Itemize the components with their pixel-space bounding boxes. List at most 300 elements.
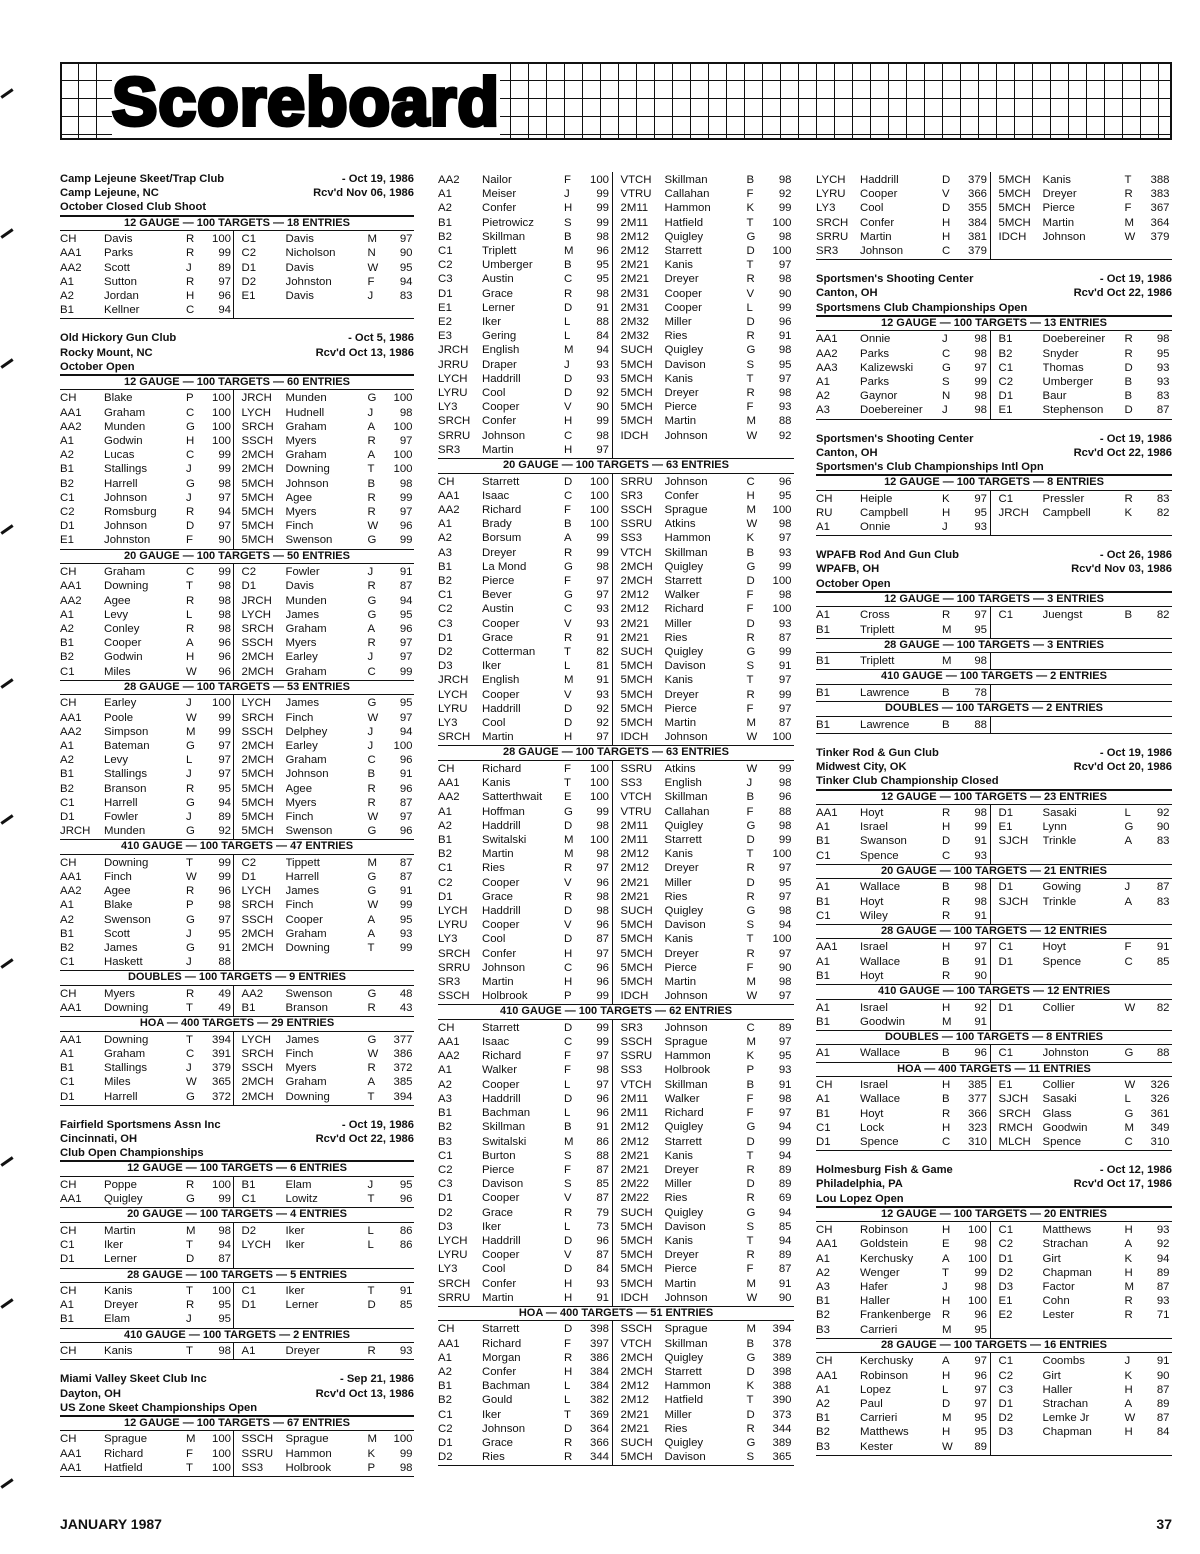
score: 98 [778, 174, 792, 186]
initial: C [564, 489, 573, 502]
shooter-name: Sutton [104, 275, 137, 288]
shooter-name: Miller [664, 1178, 692, 1191]
result-row [438, 1106, 612, 1120]
result-row [242, 477, 415, 491]
result-row [621, 343, 795, 357]
score: 97 [218, 754, 231, 767]
event-header: 12 GAUGE — 100 TARGETS — 20 ENTRIES [816, 1208, 1172, 1223]
initial: G [186, 796, 195, 809]
club-info: Dayton, OH [60, 1387, 121, 1400]
shooter-name: Factor [1042, 1281, 1075, 1294]
score: 95 [399, 261, 413, 274]
shooter-name: Confer [482, 415, 517, 428]
result-row [438, 1422, 612, 1436]
results-left [60, 1032, 233, 1105]
result-row [816, 1252, 990, 1266]
class-code: D1 [998, 1001, 1014, 1014]
result-row [60, 767, 233, 781]
class-code: C2 [438, 1422, 453, 1435]
shooter-name: Conley [104, 622, 140, 635]
score: 364 [1150, 216, 1170, 229]
class-code: D1 [241, 580, 257, 593]
initial: F [746, 1263, 754, 1276]
shooter-name: Iker [285, 1224, 305, 1237]
class-code: D3 [438, 1220, 453, 1233]
result-row [438, 244, 612, 258]
score: 90 [218, 534, 231, 547]
shooter-name: Cooper [482, 688, 520, 701]
result-row [621, 187, 795, 201]
results-left [60, 855, 233, 971]
shooter-name: Walker [664, 589, 700, 602]
shooter-name: Downing [285, 942, 330, 955]
shooter-name: Grace [482, 1206, 514, 1219]
shooter-name: Iker [285, 1285, 305, 1297]
result-row [242, 636, 415, 650]
class-code: C3 [438, 273, 453, 286]
class-code: VTCH [620, 1078, 652, 1091]
results-left [60, 1283, 233, 1328]
result-row [242, 870, 415, 884]
initial: F [746, 805, 754, 818]
score: 99 [218, 856, 231, 869]
class-code: A1 [438, 1351, 452, 1364]
score: 99 [596, 1021, 609, 1034]
score: 96 [596, 1234, 609, 1247]
shooter-name: Nicholson [285, 247, 336, 260]
initial: K [1124, 1252, 1133, 1265]
score: 90 [1156, 821, 1170, 834]
score: 365 [772, 1451, 792, 1464]
shooter-name: Martin [664, 717, 697, 730]
initial: M [367, 1433, 377, 1446]
result-row [60, 579, 233, 593]
initial: J [942, 521, 948, 534]
class-code: D1 [438, 1437, 453, 1450]
initial: R [1124, 1309, 1133, 1322]
score: 98 [218, 477, 231, 490]
result-row [621, 688, 795, 702]
initial: B [367, 768, 376, 781]
shooter-name: Johnson [285, 768, 329, 781]
result-row [621, 230, 795, 244]
result-row [816, 1440, 990, 1454]
initial: R [746, 890, 755, 903]
score: 100 [393, 463, 413, 476]
initial: C [186, 1048, 195, 1061]
initial: D [186, 520, 195, 533]
score: 95 [218, 927, 231, 940]
shooter-name: Agee [285, 491, 313, 504]
shooter-name: Dreyer [664, 387, 699, 400]
score: 98 [596, 230, 609, 243]
score: 97 [778, 890, 792, 903]
score: 83 [1156, 835, 1170, 848]
result-row [60, 246, 233, 260]
shooter-name: Dreyer [104, 1299, 139, 1312]
class-code: D1 [438, 1192, 453, 1205]
initial: D [942, 1398, 951, 1410]
shooter-name: Cooper [482, 1192, 520, 1205]
initial: W [1124, 1079, 1136, 1092]
margin-mark [0, 958, 13, 968]
initial: G [746, 230, 756, 243]
club-date: Rcv'd Oct 22, 1986 [1073, 446, 1172, 459]
shooter-name: Skillman [664, 174, 708, 186]
initial: J [186, 956, 192, 969]
result-row [816, 1078, 990, 1092]
shooter-name: Dreyer [482, 546, 517, 559]
result-row [60, 565, 233, 579]
score: 89 [778, 1249, 792, 1262]
score: 90 [974, 969, 987, 982]
class-code: C1 [998, 1355, 1014, 1368]
initial: D [564, 1092, 573, 1105]
initial: A [942, 1355, 950, 1368]
results-right [233, 855, 415, 971]
club-header [816, 432, 1172, 477]
initial: J [186, 927, 192, 940]
score: 94 [218, 506, 231, 519]
initial: D [746, 1178, 755, 1191]
class-code: B2 [438, 848, 452, 861]
result-row [438, 1135, 612, 1149]
class-code: C2 [998, 1369, 1014, 1382]
results-block [816, 1000, 1172, 1031]
score: 99 [596, 415, 609, 428]
club-info: Tinker Club Championship Closed [816, 775, 999, 788]
class-code: LYCH [438, 688, 468, 701]
results-block [816, 1077, 1172, 1151]
score: 87 [399, 796, 413, 809]
result-row [60, 491, 233, 505]
score: 98 [596, 848, 609, 861]
score: 96 [218, 637, 231, 650]
class-code: C2 [438, 259, 453, 272]
initial: C [367, 754, 376, 767]
shooter-name: James [285, 608, 320, 621]
class-code: SSRU [620, 762, 653, 775]
shooter-name: Bever [482, 589, 512, 602]
shooter-name: Kanis [104, 1285, 133, 1297]
class-code: 2M11 [620, 1107, 649, 1120]
shooter-name: Iker [104, 1239, 123, 1252]
result-row [999, 806, 1173, 820]
result-row [242, 1192, 415, 1206]
initial: A [564, 532, 572, 545]
initial: J [564, 358, 570, 371]
results-left [60, 231, 233, 318]
result-row [438, 301, 612, 315]
shooter-name: Swenson [104, 913, 151, 926]
shooter-name: Starrett [482, 1323, 520, 1336]
score: 88 [1156, 1047, 1170, 1060]
initial: R [367, 782, 376, 795]
initial: W [367, 711, 379, 724]
club-info: Club Open Championships [60, 1147, 204, 1160]
shooter-name: Quigley [104, 1193, 143, 1206]
initial: M [942, 1412, 952, 1425]
initial: B [1124, 375, 1133, 388]
result-row [999, 403, 1173, 417]
class-code: C1 [241, 1285, 257, 1297]
class-code: 2M11 [620, 1092, 649, 1105]
result-row [621, 947, 795, 961]
class-code: A2 [60, 913, 74, 926]
shooter-name: Atkins [664, 762, 696, 775]
margin-mark [0, 814, 13, 824]
result-row [999, 1308, 1173, 1322]
score: 100 [211, 420, 231, 433]
result-row [999, 1223, 1173, 1237]
class-code: LYCH [241, 885, 272, 898]
class-code: 2MCH [620, 1351, 653, 1364]
results-left [60, 1177, 233, 1207]
class-code: SRRU [438, 429, 471, 442]
shooter-name: Doebereiner [1042, 333, 1106, 346]
result-row [60, 987, 233, 1001]
score: 372 [393, 1062, 413, 1075]
class-code: VTCH [620, 546, 652, 559]
class-code: AA1 [816, 941, 838, 954]
shooter-name: Confer [482, 1366, 517, 1379]
initial: D [186, 1253, 195, 1266]
result-row [438, 1379, 612, 1393]
shooter-name: Haddrill [482, 372, 521, 385]
class-code: AA1 [438, 489, 460, 502]
result-row [242, 696, 415, 710]
initial: B [367, 477, 376, 490]
score: 94 [596, 344, 609, 357]
score: 97 [974, 361, 987, 374]
initial: G [746, 819, 756, 832]
class-code: 5MCH [241, 534, 274, 547]
score: 48 [399, 987, 413, 1000]
score: 100 [393, 1433, 413, 1446]
score: 91 [596, 1291, 609, 1304]
class-code: LYRU [438, 1249, 468, 1262]
score: 87 [778, 1263, 792, 1276]
score: 89 [1156, 1266, 1170, 1279]
class-code: C3 [438, 617, 453, 630]
shooter-name: Blake [104, 392, 133, 405]
class-code: E2 [438, 316, 452, 329]
score: 93 [1156, 1224, 1170, 1237]
class-code: CH [438, 762, 455, 775]
shooter-name: Martin [1042, 216, 1075, 229]
shooter-name: Triplett [482, 245, 517, 258]
initial: T [367, 1193, 375, 1206]
score: 95 [399, 913, 413, 926]
shooter-name: Martin [482, 731, 514, 744]
shooter-name: English [482, 674, 520, 687]
shooter-name: Davis [104, 233, 133, 246]
shooter-name: Ries [664, 330, 688, 343]
initial: H [746, 489, 755, 502]
class-code: B1 [241, 1002, 256, 1015]
result-row [242, 927, 415, 941]
initial: T [186, 1002, 193, 1015]
class-code: JRCH [998, 506, 1029, 519]
result-row [438, 475, 612, 489]
shooter-name: Holbrook [285, 1461, 332, 1474]
score: 98 [596, 890, 609, 903]
score: 87 [1156, 1412, 1170, 1425]
score: 95 [974, 1323, 987, 1336]
club-header-line [60, 360, 414, 376]
initial: R [564, 1351, 573, 1364]
result-row [999, 1252, 1173, 1266]
score: 98 [399, 406, 413, 419]
class-code: E1 [998, 1295, 1013, 1308]
shooter-name: Cooper [482, 1078, 520, 1091]
results-right [990, 939, 1173, 984]
shooter-name: Davis [285, 233, 314, 246]
initial: W [186, 1076, 197, 1089]
score: 366 [967, 1107, 987, 1120]
shooter-name: Finch [285, 810, 314, 823]
results-right [990, 805, 1173, 864]
initial: R [186, 233, 195, 246]
margin-mark [0, 1478, 13, 1488]
event-header: 12 GAUGE — 100 TARGETS — 23 ENTRIES [816, 791, 1172, 806]
initial: J [367, 739, 374, 752]
shooter-name: Graham [104, 566, 146, 579]
result-row [438, 1248, 612, 1262]
result-row [438, 1021, 612, 1035]
result-row [438, 890, 612, 904]
result-row [621, 961, 795, 975]
shooter-name: Kanis [482, 777, 511, 790]
class-code: 2M21 [620, 273, 649, 286]
class-code: C1 [60, 956, 75, 969]
results-block [438, 761, 794, 1005]
initial: R [746, 330, 755, 343]
score: 43 [399, 1002, 413, 1015]
shooter-name: Walker [482, 1064, 518, 1077]
club-info: Old Hickory Gun Club [60, 332, 177, 345]
score: 100 [211, 1285, 231, 1297]
event-header: 12 GAUGE — 100 TARGETS — 6 ENTRIES [60, 1162, 414, 1177]
shooter-name: Israel [860, 1079, 888, 1092]
event-header: DOUBLES — 100 TARGETS — 8 ENTRIES [816, 1031, 1172, 1046]
score: 96 [596, 919, 609, 932]
score: 389 [772, 1437, 792, 1450]
class-code: LYCH [241, 697, 272, 710]
club-info: October Open [816, 577, 891, 590]
shooter-name: Wallace [860, 1047, 901, 1060]
class-code: IDCH [620, 1291, 649, 1304]
shooter-name: Quigley [664, 819, 704, 832]
score: 88 [218, 956, 231, 969]
shooter-name: Hoffman [482, 805, 525, 818]
results-left [438, 1020, 612, 1306]
result-row [621, 201, 795, 215]
shooter-name: Iker [482, 1220, 501, 1233]
result-row [816, 1323, 990, 1337]
shooter-name: Munden [104, 825, 146, 838]
result-row [816, 216, 990, 230]
score: 96 [399, 825, 413, 838]
class-code: SR3 [620, 489, 643, 502]
initial: R [564, 631, 573, 644]
shooter-name: Davison [664, 1451, 706, 1464]
class-code: JRCH [60, 825, 91, 838]
score: 91 [399, 566, 413, 579]
class-code: SRCH [438, 731, 471, 744]
results-right [233, 390, 415, 548]
score: 98 [596, 1064, 609, 1077]
result-row [621, 1063, 795, 1077]
class-code: C1 [998, 941, 1014, 954]
result-row [621, 617, 795, 631]
shooter-name: Harrell [104, 1090, 138, 1103]
result-row [816, 1015, 990, 1029]
club-header-line [816, 774, 1172, 790]
results-block [816, 1222, 1172, 1339]
class-code: SS3 [620, 777, 643, 790]
result-row [621, 1163, 795, 1177]
initial: G [367, 392, 377, 405]
shooter-name: Godwin [104, 651, 143, 664]
initial: B [942, 955, 950, 968]
score: 98 [778, 273, 792, 286]
result-row [621, 531, 795, 545]
class-code: AA2 [60, 420, 82, 433]
class-code: SRRU [438, 961, 471, 974]
result-row [816, 1354, 990, 1368]
initial: D [367, 1299, 376, 1312]
initial: R [564, 1437, 573, 1450]
club-date: - Oct 19, 1986 [341, 173, 414, 185]
shooter-name: Finch [285, 1048, 314, 1061]
score: 98 [596, 560, 609, 573]
class-code: SRCH [998, 1107, 1031, 1120]
shooter-name: Johnston [1042, 1047, 1089, 1060]
score: 96 [596, 975, 609, 988]
event-header: HOA — 400 TARGETS — 29 ENTRIES [60, 1017, 414, 1032]
class-code: B2 [60, 942, 74, 955]
score: 99 [778, 688, 792, 701]
result-row [999, 1078, 1173, 1092]
class-code: 5MCH [620, 387, 653, 400]
result-row [816, 506, 990, 520]
initial: B [746, 1078, 755, 1091]
class-code: 2M12 [620, 862, 649, 875]
initial: T [186, 1461, 193, 1474]
initial: L [1124, 807, 1131, 819]
shooter-name: Elam [104, 1313, 130, 1326]
initial: D [1124, 404, 1133, 417]
class-code: B3 [816, 1440, 830, 1453]
result-row [242, 782, 415, 796]
class-code: C1 [60, 1239, 75, 1252]
score: 97 [778, 862, 792, 875]
class-code: SSCH [438, 990, 470, 1003]
results-left [816, 491, 990, 536]
result-row [60, 782, 233, 796]
class-code: B1 [60, 768, 74, 781]
class-code: CH [816, 1355, 833, 1368]
shooter-name: Haddrill [482, 904, 521, 917]
class-code: A2 [438, 532, 452, 545]
initial: A [1124, 1238, 1133, 1251]
class-code: AA2 [60, 594, 82, 607]
club-header-line [816, 1177, 1172, 1191]
initial: R [942, 909, 951, 922]
score: 99 [399, 534, 413, 547]
shooter-name: La Mond [482, 560, 527, 573]
